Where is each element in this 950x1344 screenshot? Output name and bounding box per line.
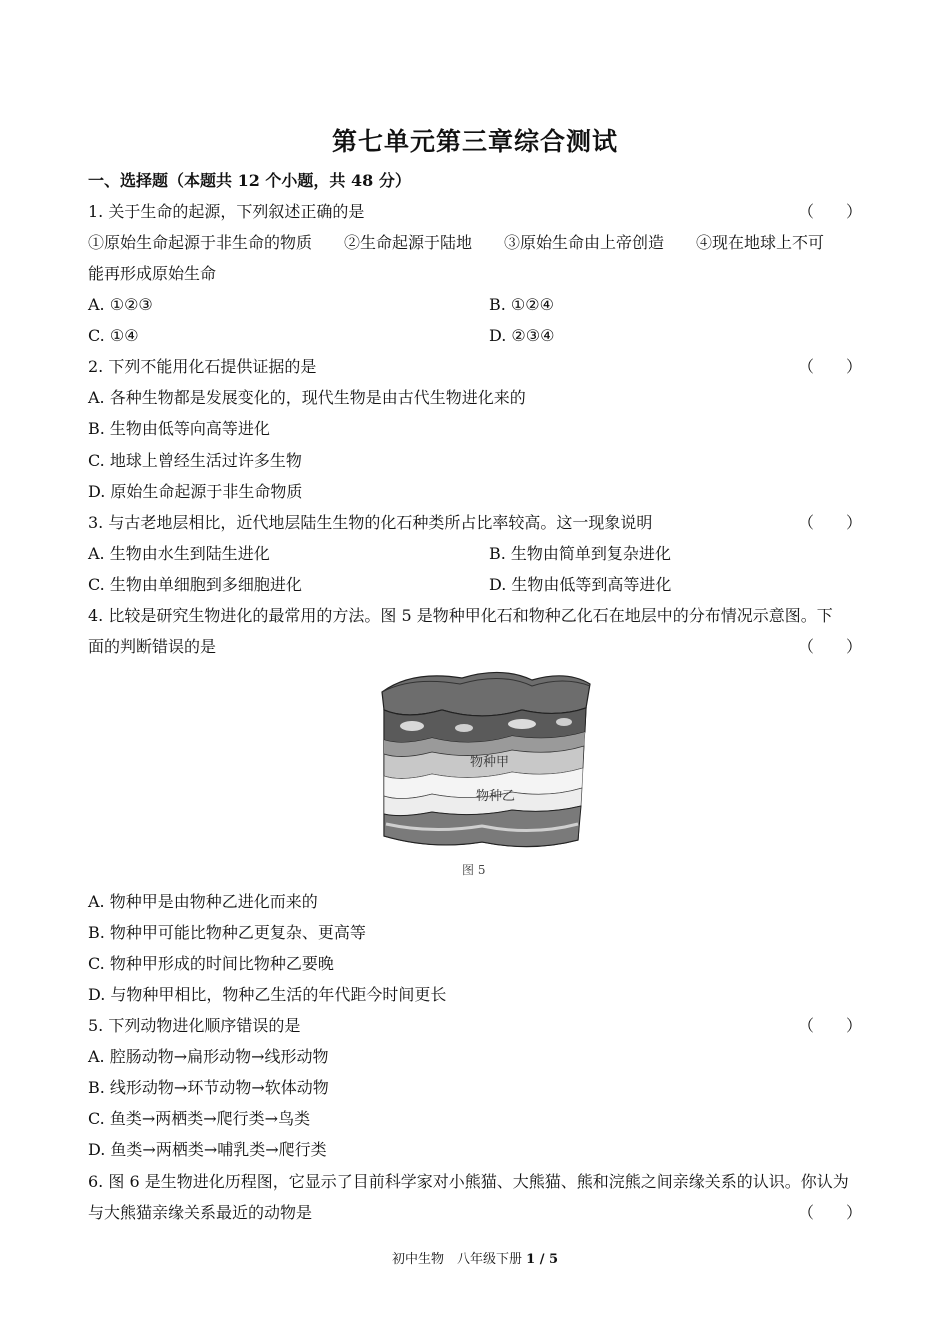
answer-paren: （ ）: [798, 202, 863, 221]
question-2-stem: 2. 下列不能用化石提供证据的是: [88, 357, 317, 376]
answer-paren: （ ）: [798, 1016, 863, 1035]
section-heading: 一、选择题（本题共 12 个小题，共 48 分）: [88, 171, 411, 190]
question-1-statements: ①原始生命起源于非生命的物质 ②生命起源于陆地 ③原始生命由上帝创造 ④现在地球上不可: [88, 233, 825, 252]
strata-diagram: [372, 664, 598, 886]
option-c: C. 鱼类→两栖类→爬行类→鸟类: [88, 1109, 311, 1128]
option-c: C. 地球上曾经生活过许多生物: [88, 451, 302, 470]
option-b: B. ①②④: [489, 295, 554, 314]
answer-paren: （ ）: [798, 1203, 863, 1222]
option-d: D. 原始生命起源于非生命物质: [88, 482, 303, 501]
answer-paren: （ ）: [798, 637, 863, 656]
species-b-label: 物种乙: [476, 789, 516, 804]
question-4-stem-cont: 面的判断错误的是: [88, 637, 217, 656]
option-d: D. 生物由低等到高等进化: [489, 575, 672, 594]
option-c: C. 生物由单细胞到多细胞进化: [88, 575, 302, 594]
figure-caption: 图 5: [462, 863, 486, 877]
answer-paren: （ ）: [798, 357, 863, 376]
question-6-stem: 6. 图 6 是生物进化历程图，它显示了目前科学家对小熊猫、大熊猫、熊和浣熊之间亲缘关系的认识。你认为: [88, 1172, 849, 1191]
question-6-stem-cont: 与大熊猫亲缘关系最近的动物是: [88, 1203, 313, 1222]
question-5-stem: 5. 下列动物进化顺序错误的是: [88, 1016, 301, 1035]
option-b: B. 物种甲可能比物种乙更复杂、更高等: [88, 923, 366, 942]
question-1-statements-cont: 能再形成原始生命: [88, 264, 217, 283]
footer-text: 初中生物 八年级下册: [391, 1252, 522, 1267]
option-d: D. ②③④: [489, 326, 555, 345]
question-4-stem: 4. 比较是研究生物进化的最常用的方法。图 5 是物种甲化石和物种乙化石在地层中的分布情况示意图。下: [88, 606, 833, 625]
option-d: D. 与物种甲相比，物种乙生活的年代距今时间更长: [88, 985, 447, 1004]
question-1-stem: 1. 关于生命的起源，下列叙述正确的是: [88, 202, 365, 221]
option-c: C. 物种甲形成的时间比物种乙要晚: [88, 954, 334, 973]
option-a: A. 生物由水生到陆生进化: [88, 544, 270, 563]
option-b: B. 生物由简单到复杂进化: [489, 544, 671, 563]
option-a: A. ①②③: [88, 295, 153, 314]
option-b: B. 线形动物→环节动物→软体动物: [88, 1078, 329, 1097]
page-number: 1 / 5: [526, 1252, 559, 1267]
page-title: 第七单元第三章综合测试: [331, 127, 618, 156]
page-footer: [0, 1248, 950, 1267]
strata-figure: [372, 664, 598, 886]
answer-paren: （ ）: [798, 513, 863, 532]
option-a: A. 腔肠动物→扁形动物→线形动物: [88, 1047, 329, 1066]
option-c: C. ①④: [88, 326, 139, 345]
species-a-label: 物种甲: [470, 755, 510, 770]
question-3-stem: 3. 与古老地层相比，近代地层陆生生物的化石种类所占比率较高。这一现象说明: [88, 513, 653, 532]
option-a: A. 各种生物都是发展变化的，现代生物是由古代生物进化来的: [88, 388, 526, 407]
option-a: A. 物种甲是由物种乙进化而来的: [88, 892, 318, 911]
option-d: D. 鱼类→两栖类→哺乳类→爬行类: [88, 1140, 327, 1159]
option-b: B. 生物由低等向高等进化: [88, 419, 270, 438]
